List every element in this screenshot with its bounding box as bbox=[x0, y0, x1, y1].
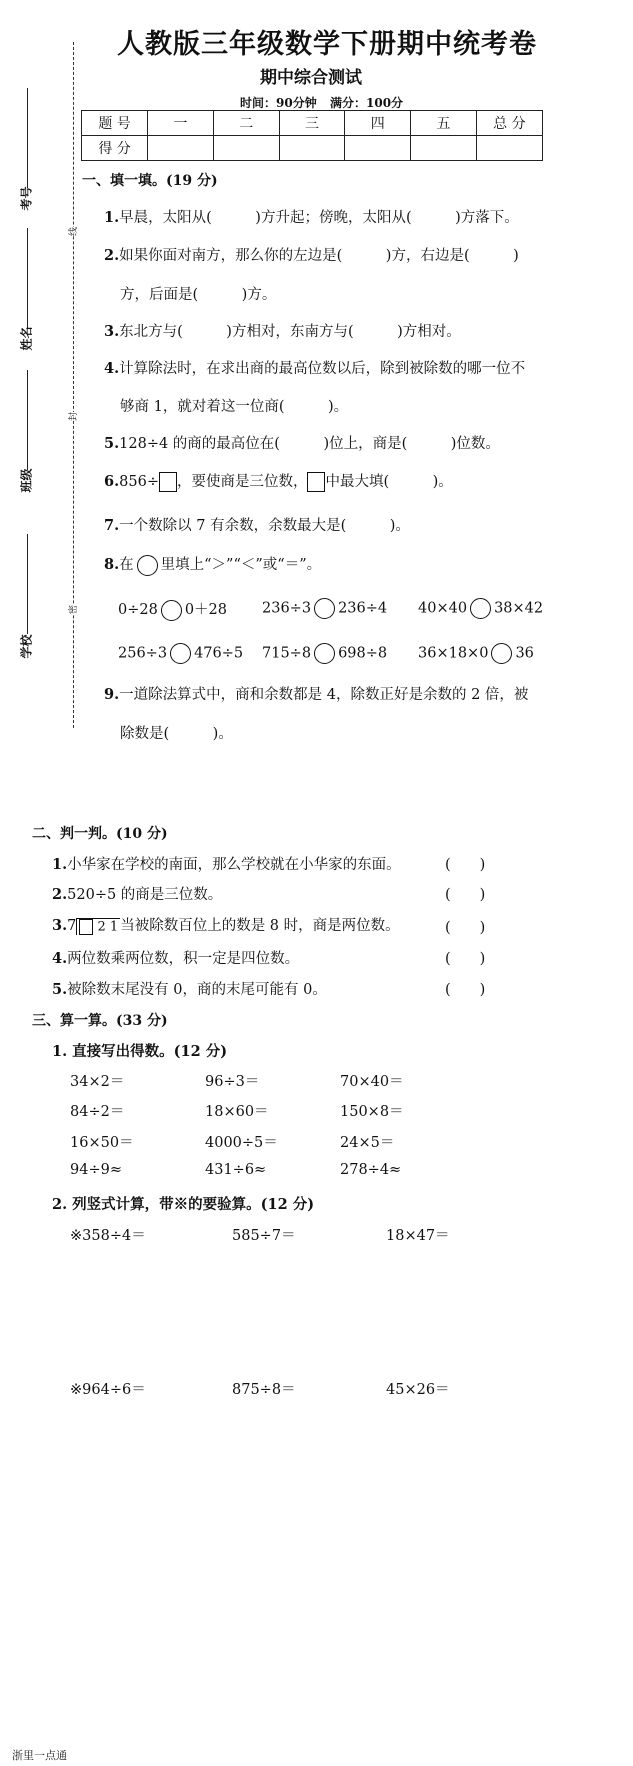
compare-left: 715÷8 bbox=[262, 645, 312, 662]
answer-box[interactable] bbox=[79, 919, 93, 935]
question-text: 当被除数百位上的数是 8 时，商是两位数。 bbox=[120, 918, 400, 934]
question-text: 小华家在学校的南面，那么学校就在小华家的东面。 bbox=[67, 857, 401, 873]
compare-right: 698÷8 bbox=[338, 645, 388, 662]
mental-calc: 278÷4≈ bbox=[340, 1162, 402, 1178]
score-table bbox=[81, 110, 543, 161]
compare-circle[interactable] bbox=[161, 600, 182, 621]
compare-circle[interactable] bbox=[491, 643, 512, 664]
question-text-b: ，要使商是三位数， bbox=[176, 474, 308, 490]
question-text: 早晨，太阳从( )方升起；傍晚，太阳从( )方落下。 bbox=[119, 210, 519, 226]
circle-icon bbox=[137, 555, 158, 576]
question-1-9 bbox=[104, 683, 528, 704]
compare-item bbox=[262, 643, 387, 664]
judge-paren[interactable]: ( ) bbox=[445, 951, 486, 967]
mental-calc: 24×5＝ bbox=[340, 1135, 395, 1151]
score-cell[interactable] bbox=[148, 136, 214, 161]
school-label: 学校 bbox=[19, 634, 34, 659]
question-1-5 bbox=[104, 432, 500, 453]
question-text-c: 中最大填( )。 bbox=[325, 474, 453, 490]
mental-calc: 94÷9≈ bbox=[70, 1162, 122, 1178]
judge-item-1 bbox=[52, 853, 401, 874]
judge-item-3 bbox=[52, 914, 400, 935]
judge-paren[interactable]: ( ) bbox=[445, 920, 486, 936]
question-number: 9. bbox=[104, 686, 120, 703]
question-1-4-line2: 够商 1，就对着这一位商( )。 bbox=[120, 399, 349, 415]
question-text: 128÷4 的商的最高位在( )位上，商是( )位数。 bbox=[119, 436, 500, 452]
question-1-3 bbox=[104, 320, 461, 341]
vertical-calc: 18×47＝ bbox=[386, 1228, 450, 1244]
question-number: 2. bbox=[104, 247, 120, 264]
part1-title: 1. 直接写出得数。(12 分) bbox=[52, 1043, 228, 1060]
compare-right: 0＋28 bbox=[184, 602, 228, 618]
vertical-calc: 585÷7＝ bbox=[232, 1228, 296, 1244]
judge-paren[interactable]: ( ) bbox=[445, 982, 486, 998]
score-header-cell: 三 bbox=[279, 111, 345, 136]
question-text-b: 里填上“＞”“＜”或“＝”。 bbox=[160, 557, 322, 573]
binding-secret-label: 密 bbox=[66, 605, 79, 614]
compare-right: 36 bbox=[515, 645, 534, 662]
question-number: 3. bbox=[104, 323, 120, 340]
compare-circle[interactable] bbox=[314, 643, 335, 664]
mental-calc: 16×50＝ bbox=[70, 1135, 134, 1151]
compare-item bbox=[418, 598, 543, 619]
compare-left: 256÷3 bbox=[118, 645, 168, 662]
section1-title: 一、填一填。(19 分) bbox=[82, 173, 218, 189]
compare-circle[interactable] bbox=[470, 598, 491, 619]
part2-title: 2. 列竖式计算，带※的要验算。(12 分) bbox=[52, 1196, 315, 1213]
score-header-cell: 一 bbox=[148, 111, 214, 136]
question-number: 5. bbox=[104, 435, 120, 452]
score-cell[interactable] bbox=[279, 136, 345, 161]
exam-no-label: 考号 bbox=[19, 186, 34, 211]
compare-item bbox=[118, 598, 227, 621]
score-header-cell: 四 bbox=[345, 111, 411, 136]
question-1-6 bbox=[104, 470, 453, 492]
name-underline bbox=[27, 228, 28, 328]
mental-calc: 70×40＝ bbox=[340, 1074, 404, 1090]
question-1-4 bbox=[104, 357, 525, 378]
judge-item-4 bbox=[52, 947, 299, 968]
question-text: 东北方与( )方相对，东南方与( )方相对。 bbox=[119, 324, 461, 340]
mental-calc: 431÷6≈ bbox=[205, 1162, 267, 1178]
question-text: 520÷5 的商是三位数。 bbox=[67, 887, 223, 903]
compare-right: 476÷5 bbox=[194, 645, 244, 662]
score-row-label: 得 分 bbox=[82, 136, 148, 161]
question-1-2 bbox=[104, 244, 519, 265]
question-number: 1. bbox=[52, 856, 68, 873]
question-text: 计算除法时，在求出商的最高位数以后，除到被除数的哪一位不 bbox=[119, 361, 526, 377]
score-table-score-row bbox=[82, 136, 543, 161]
question-text: 如果你面对南方，那么你的左边是( )方，右边是( ) bbox=[119, 248, 519, 264]
page-title: 人教版三年级数学下册期中统考卷 bbox=[117, 29, 537, 60]
exam-time: 时间：90分钟 bbox=[240, 96, 317, 110]
answer-box[interactable] bbox=[159, 472, 177, 492]
answer-box-ref bbox=[307, 472, 325, 492]
question-number: 3. bbox=[52, 917, 68, 934]
exam-score: 满分：100分 bbox=[330, 96, 404, 110]
compare-right: 236÷4 bbox=[338, 600, 388, 617]
binding-dashed-line bbox=[73, 42, 74, 728]
question-text: 两位数乘两位数，积一定是四位数。 bbox=[67, 951, 300, 967]
page-subtitle: 期中综合测试 bbox=[260, 68, 362, 88]
mental-calc: 4000÷5＝ bbox=[205, 1135, 278, 1151]
score-cell[interactable] bbox=[345, 136, 411, 161]
class-underline bbox=[27, 370, 28, 470]
mental-calc: 18×60＝ bbox=[205, 1104, 269, 1120]
judge-paren[interactable]: ( ) bbox=[445, 857, 486, 873]
binding-seal-label: 封 bbox=[66, 412, 79, 421]
question-number: 6. bbox=[104, 473, 120, 490]
question-number: 4. bbox=[52, 950, 68, 967]
mental-calc: 34×2＝ bbox=[70, 1074, 125, 1090]
score-cell[interactable] bbox=[213, 136, 279, 161]
question-number: 7. bbox=[104, 517, 120, 534]
vertical-calc: 45×26＝ bbox=[386, 1382, 450, 1398]
dividend-digits: 2 1 bbox=[97, 919, 119, 934]
score-cell[interactable] bbox=[476, 136, 542, 161]
school-underline bbox=[27, 534, 28, 634]
score-table-header-row bbox=[82, 111, 543, 136]
compare-left: 36×18×0 bbox=[418, 645, 489, 662]
compare-right: 38×42 bbox=[494, 600, 544, 617]
question-1-1 bbox=[104, 206, 519, 227]
binding-line-label: 线 bbox=[66, 227, 79, 236]
question-1-2-line2: 方，后面是( )方。 bbox=[120, 287, 277, 303]
score-header-cell: 总 分 bbox=[476, 111, 542, 136]
vertical-calc: 875÷8＝ bbox=[232, 1382, 296, 1398]
section2-title: 二、判一判。(10 分) bbox=[32, 826, 168, 842]
question-text-a: 856÷ bbox=[119, 474, 159, 490]
mental-calc: 96÷3＝ bbox=[205, 1074, 260, 1090]
judge-item-5 bbox=[52, 978, 327, 999]
question-number: 1. bbox=[104, 209, 120, 226]
footer-watermark: 浙里一点通 bbox=[12, 1749, 67, 1762]
class-label: 班级 bbox=[19, 468, 34, 493]
question-number: 2. bbox=[52, 886, 68, 903]
judge-item-2 bbox=[52, 883, 222, 904]
score-cell[interactable] bbox=[411, 136, 477, 161]
mental-calc: 150×8＝ bbox=[340, 1104, 404, 1120]
question-1-9-line2: 除数是( )。 bbox=[120, 726, 233, 742]
question-text: 一道除法算式中，商和余数都是 4，除数正好是余数的 2 倍，被 bbox=[119, 687, 529, 703]
compare-left: 0÷28 bbox=[118, 602, 158, 618]
question-number: 5. bbox=[52, 981, 68, 998]
question-text: 一个数除以 7 有余数，余数最大是( )。 bbox=[119, 518, 410, 534]
compare-left: 236÷3 bbox=[262, 600, 312, 617]
long-division-symbol bbox=[76, 918, 120, 935]
question-number: 8. bbox=[104, 556, 120, 573]
compare-item bbox=[262, 598, 387, 619]
question-1-7 bbox=[104, 514, 410, 535]
compare-item bbox=[418, 643, 534, 664]
compare-item bbox=[118, 643, 243, 664]
section3-title: 三、算一算。(33 分) bbox=[32, 1013, 168, 1029]
question-number: 4. bbox=[104, 360, 120, 377]
divisor-text: 7 bbox=[67, 918, 77, 934]
question-text: 被除数末尾没有 0，商的末尾可能有 0。 bbox=[67, 982, 327, 998]
compare-left: 40×40 bbox=[418, 600, 468, 617]
vertical-calc: ※964÷6＝ bbox=[70, 1382, 146, 1398]
question-1-8 bbox=[104, 553, 321, 576]
compare-circle[interactable] bbox=[170, 643, 191, 664]
name-label: 姓名 bbox=[19, 326, 34, 351]
score-header-cell: 题 号 bbox=[82, 111, 148, 136]
exam-no-underline bbox=[27, 88, 28, 188]
score-header-cell: 二 bbox=[213, 111, 279, 136]
vertical-calc: ※358÷4＝ bbox=[70, 1228, 146, 1244]
judge-paren[interactable]: ( ) bbox=[445, 887, 486, 903]
mental-calc: 84÷2＝ bbox=[70, 1104, 125, 1120]
score-header-cell: 五 bbox=[411, 111, 477, 136]
compare-circle[interactable] bbox=[314, 598, 335, 619]
question-text-a: 在 bbox=[119, 557, 134, 573]
